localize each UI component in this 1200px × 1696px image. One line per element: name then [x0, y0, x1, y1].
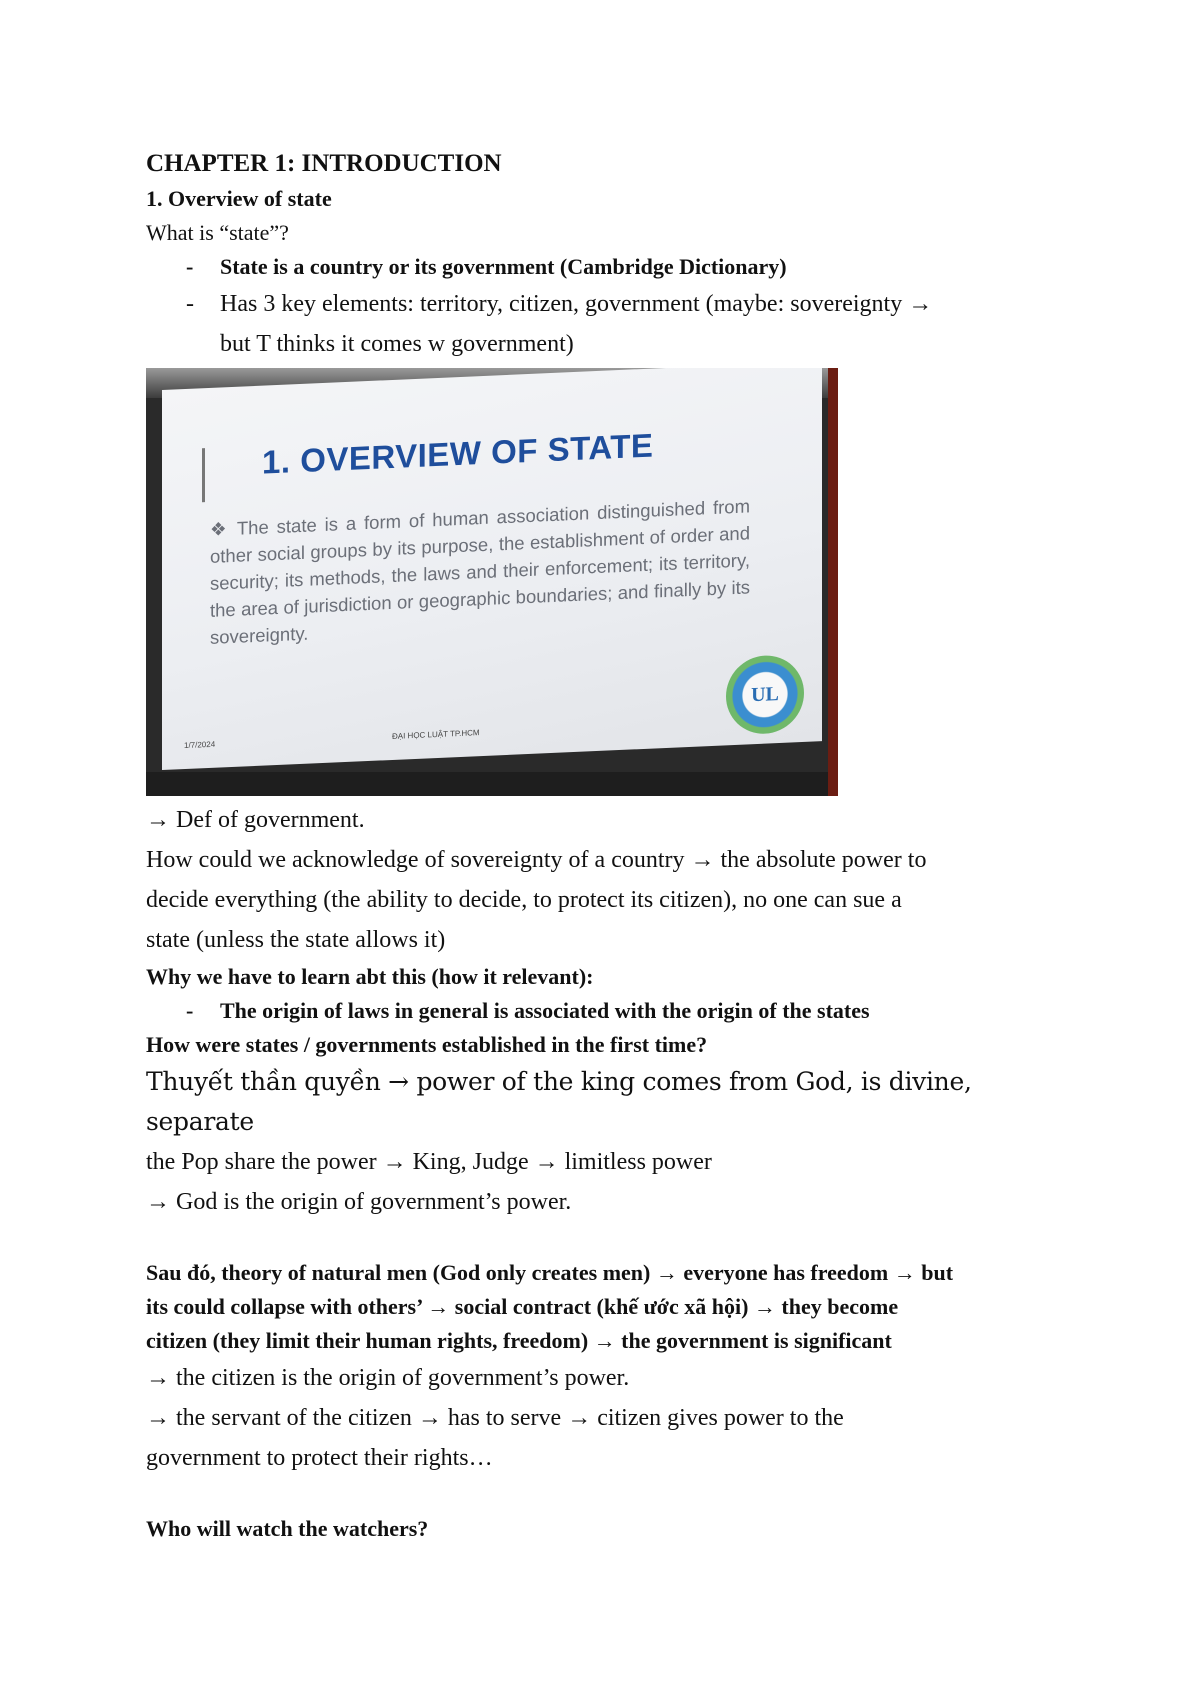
citizen-line-3: government to protect their rights… [146, 1445, 493, 1471]
question-state: What is “state”? [146, 220, 289, 245]
slide-photo [146, 368, 838, 796]
monitor-bezel-bottom [146, 772, 838, 796]
slide-footer-date: 1/7/2024 [184, 739, 216, 751]
watchers-question: Who will watch the watchers? [146, 1516, 429, 1541]
bullet-text: The origin of laws in general is associated with the origin of the states [220, 998, 870, 1023]
bullet-dash: - [186, 254, 194, 279]
sovereignty-line-2: decide everything (the ability to decide, to protect its citizen), no one can sue a [146, 887, 902, 913]
slide-body-text: ❖ The state is a form of human association distinguished from other social groups by its purpose, the establishment of order and security; its methods, the laws and their enforcement; its territory, the area of jurisdiction or geographic boundaries; and finally by its sovereignty. [210, 495, 750, 648]
natural-line-3: citizen (they limit their human rights, freedom) → the government is significant [146, 1328, 892, 1353]
citizen-line-2: → the servant of the citizen → has to serve → citizen gives power to the [146, 1405, 844, 1431]
bullet-origin [146, 994, 1076, 1028]
bullet-elements-cont [146, 324, 1076, 364]
divine-line-2: the Pop share the power → King, Judge → limitless power [146, 1149, 712, 1175]
natural-line-1: Sau đó, theory of natural men (God only creates men) → everyone has freedom → but [146, 1260, 954, 1285]
bullet-definition [146, 250, 1076, 284]
bullet-text: but T thinks it comes w government) [220, 331, 574, 357]
sovereignty-line-1: How could we acknowledge of sovereignty of a country → the absolute power to [146, 847, 927, 873]
bullet-text: State is a country or its government (Cambridge Dictionary) [220, 254, 787, 279]
spacer [146, 1222, 1076, 1256]
bullet-dash: - [186, 998, 194, 1023]
spacer [146, 1478, 1076, 1512]
natural-line-2: its could collapse with others’ → social contract (khế ước xã hội) → they become [146, 1294, 899, 1319]
chapter-title: CHAPTER 1: INTRODUCTION [146, 150, 502, 177]
slide-title: 1. OVERVIEW OF STATE [262, 426, 654, 481]
slide-screen [162, 368, 822, 770]
logo-text: UL [743, 672, 787, 718]
divine-line-1: Thuyết thần quyền → power of the king comes from God, is divine, separate [146, 1067, 972, 1136]
university-logo-icon [726, 654, 804, 735]
section-title: 1. Overview of state [146, 186, 332, 211]
photo-edge-strip [828, 368, 838, 796]
citizen-line-1: → the citizen is the origin of government’s power. [146, 1365, 630, 1391]
sovereignty-line-3: state (unless the state allows it) [146, 927, 446, 953]
why-learn-heading: Why we have to learn abt this (how it relevant): [146, 964, 594, 989]
slide-accent-bar [202, 448, 205, 502]
how-established-heading: How were states / governments established in the first time? [146, 1032, 708, 1057]
divine-line-3: → God is the origin of government’s power. [146, 1189, 572, 1215]
document-content [146, 146, 1076, 1546]
bullet-elements [146, 284, 1076, 324]
slide-footer-center: ĐẠI HỌC LUẬT TP.HCM [392, 728, 480, 741]
bullet-dash: - [186, 291, 194, 317]
def-government: → Def of government. [146, 807, 365, 833]
bullet-text: Has 3 key elements: territory, citizen, government (maybe: sovereignty → [220, 291, 933, 317]
